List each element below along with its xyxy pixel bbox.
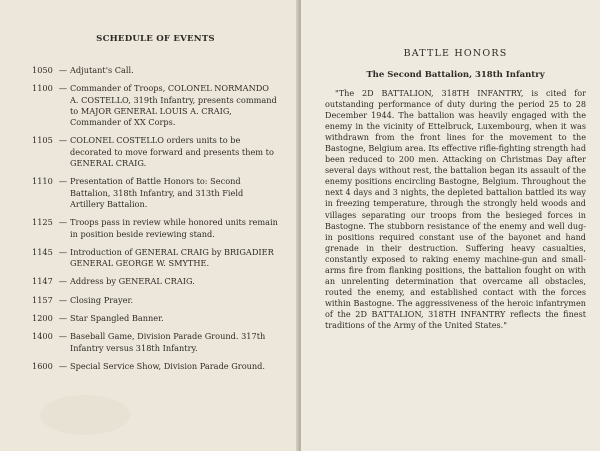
event-description: Star Spangled Banner. (70, 313, 164, 324)
event-dash: — (58, 331, 68, 342)
event-dash: — (58, 65, 68, 75)
event-description: Adjutant's Call. (70, 65, 134, 75)
event-time: 1200 (32, 313, 53, 324)
event-description: Closing Prayer. (70, 294, 134, 305)
event-time: 1100 (32, 83, 53, 94)
schedule-event (32, 65, 279, 76)
paper-stain (40, 395, 130, 435)
schedule-event (32, 361, 279, 372)
schedule-event (32, 217, 279, 240)
schedule-title: SCHEDULE OF EVENTS (96, 34, 215, 44)
event-description: Address by GENERAL CRAIG. (70, 276, 195, 287)
event-time: 1110 (32, 176, 53, 187)
event-dash: — (58, 360, 68, 371)
event-description: Special Service Show, Division Parade Ground. (70, 360, 266, 371)
event-time: 1105 (32, 135, 53, 146)
event-time: 1145 (32, 246, 53, 257)
event-time: 1157 (32, 294, 53, 305)
right-page (301, 0, 600, 451)
event-time: 1600 (32, 360, 53, 371)
event-description: Troops pass in review while honored units remain in position beside reviewing stand. (70, 217, 278, 239)
left-page (0, 0, 299, 451)
event-dash: — (58, 83, 68, 94)
schedule-event (32, 247, 279, 270)
event-dash: — (58, 135, 68, 146)
battle-honors-subtitle: The Second Battalion, 318th Infantry (366, 70, 545, 80)
schedule-event (32, 135, 279, 169)
event-description: Presentation of Battle Honors to: Second Battalion, 318th Infantry, and 313th Field Artillery Battalion. (70, 176, 244, 209)
schedule-event (32, 176, 279, 210)
schedule-event (32, 295, 279, 306)
schedule-event (32, 313, 279, 324)
schedule-event (32, 331, 279, 354)
event-dash: — (58, 246, 68, 257)
event-description: Baseball Game, Division Parade Ground. 317th Infantry versus 318th Infantry. (70, 331, 266, 353)
event-dash: — (58, 313, 68, 324)
battle-honors-title: BATTLE HONORS (403, 48, 508, 59)
event-description: COLONEL COSTELLO orders units to be decorated to move forward and presents them to GENERAL CRAIG. (70, 135, 274, 169)
event-dash: — (58, 217, 68, 228)
event-description: Introduction of GENERAL CRAIG by BRIGADIER GENERAL GEORGE W. SMYTHE. (70, 246, 274, 269)
event-time: 1147 (32, 276, 53, 287)
event-time: 1125 (32, 217, 53, 228)
event-dash: — (58, 276, 68, 287)
schedule-event (32, 83, 279, 128)
schedule-event (32, 276, 279, 287)
schedule-list (32, 65, 279, 372)
event-dash: — (58, 176, 68, 187)
event-time: 1050 (32, 65, 53, 75)
event-description: Commander of Troops, COLONEL NORMANDO A. COSTELLO, 319th Infantry, presents command to MAJOR GENERAL LOUIS A. CRAIG, Commander of XX Corps. (70, 83, 277, 128)
citation-text: "The 2D BATTALION, 318TH INFANTRY, is cited for outstanding performance of duty during the period 25 to 28 December 1944. The battalion was heavily engaged with the enemy in the vicinity of Ettelbruck, Luxembourg, when it was withdrawn from the front lines for the movement to the Bastogne, Belgium area. Its effective rifle-fighting strength had been reduced to 200 men. Attacking on Christmas Day after several days without rest, the battalion began its assault of the enemy positions encircling Bastogne, Belgium. Throughout the next 4 days and 3 nights, the depleted battalion battled its way in freezing temperature, through the strongly held woods and villages separating our troops from the besieged forces in Bastogne. The stubborn resistance of the enemy and well dug-in positions required constant use of the bayonet and hand grenade in their destruction. Suffering heavy casualties, constantly exposed to raking enemy machine-gun and small-arms fire from flanking positions, the battalion fought on with an unrelenting determination that overcame all obstacles, routed the enemy, and established contact with the forces within Bastogne. The aggressiveness of the heroic infantrymen of the 2D BATTALION, 318TH INFANTRY reflects the finest traditions of the Army of the United States." (325, 88, 586, 330)
event-time: 1400 (32, 331, 53, 342)
event-dash: — (58, 294, 68, 305)
